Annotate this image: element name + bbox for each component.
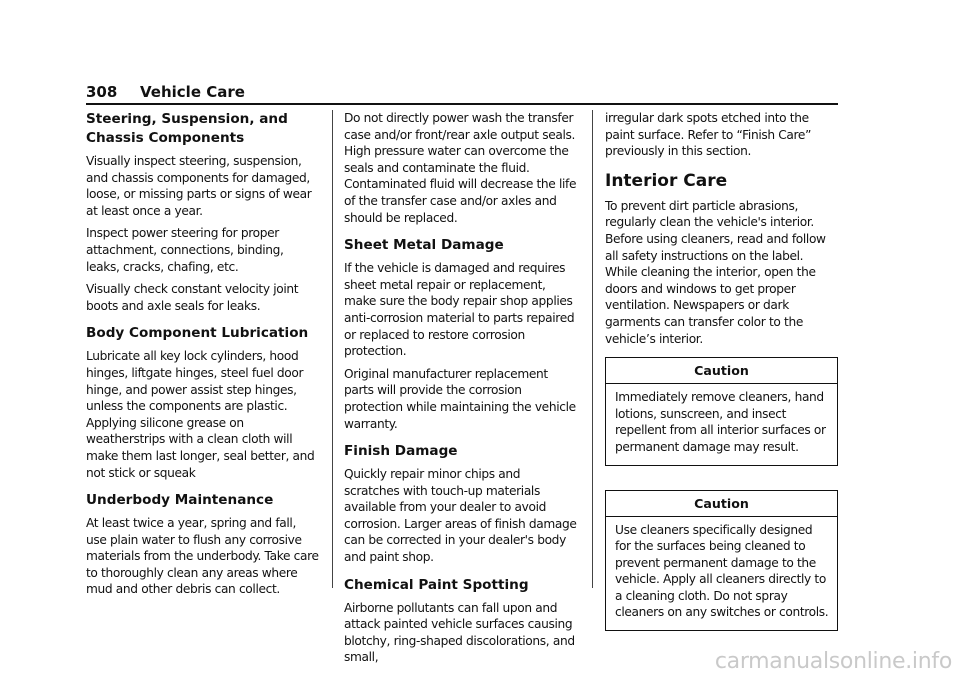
paragraph: Original manufacturer replacement parts will provide the corrosion protection while maintaining the vehicle warranty. [344,366,576,431]
page-number: 308 [86,83,118,101]
watermark: carmanualsonline.info [714,649,952,674]
paragraph: Lubricate all key lock cylinders, hood hinges, liftgate hinges, steel fuel door hinge, and power assist step hinges, unless the components are plastic. Applying silicone grease on weatherstrips with a clean cloth will make them last longer, seal better, and not stick or squeak [86,349,315,480]
column-2 [344,110,578,672]
column-1 [86,110,320,604]
paragraph: At least twice a year, spring and fall, use plain water to flush any corrosive materials from the underbody. Take care to thoroughly clean any areas where mud and other debris can collect. [86,516,319,597]
heading-underbody: Underbody Maintenance [86,492,274,509]
paragraph: Visually check constant velocity joint boots and axle seals for leaks. [86,282,299,313]
caution-title: Caution [606,358,837,384]
heading-sheet-metal: Sheet Metal Damage [344,237,504,254]
paragraph: Airborne pollutants can fall upon and attack painted vehicle surfaces causing blotchy, ring-shaped discolorations, and small, [344,600,575,665]
caution-box-1 [605,357,838,465]
caution-box-2 [605,490,838,632]
heading-steering-suspension: Steering, Suspension, and Chassis Components [86,111,288,146]
caution-body: Use cleaners specifically designed for the surfaces being cleaned to prevent permanent damage to the vehicle. Apply all cleaners directly to a cleaning cloth. Do not spray cleaners on any switches or controls. [615,522,829,620]
paragraph: Visually inspect steering, suspension, and chassis components for damaged, loose, or missing parts or signs of wear at least once a year. [86,154,312,218]
column-3 [605,110,838,631]
column-divider-1 [332,110,333,588]
page-header [86,82,838,104]
paragraph: irregular dark spots etched into the paint surface. Refer to “Finish Care” previously in this section. [605,111,812,159]
heading-body-lubrication: Body Component Lubrication [86,325,309,342]
caution-body: Immediately remove cleaners, hand lotions, sunscreen, and insect repellent from all interior surfaces or permanent damage may result. [615,390,826,454]
heading-finish-damage: Finish Damage [344,443,458,460]
paragraph: Quickly repair minor chips and scratches with touch-up materials available from your dealer to avoid corrosion. Larger areas of finish damage can be corrected in your dealer's body and paint shop. [344,467,577,565]
heading-chemical-spotting: Chemical Paint Spotting [344,576,529,593]
paragraph: If the vehicle is damaged and requires sheet metal repair or replacement, make sure the body repair shop applies anti-corrosion material to parts repaired or replaced to restore corrosion protection. [344,261,575,359]
header-rule [86,103,838,105]
paragraph: Do not directly power wash the transfer case and/or front/rear axle output seals. High pressure water can overcome the seals and contaminate the fluid. Contaminated fluid will decrease the life of the transfer case and/or axles and should be replaced. [344,111,577,225]
caution-title: Caution [606,491,837,517]
paragraph: Inspect power steering for proper attachment, connections, binding, leaks, cracks, chafing, etc. [86,226,284,274]
heading-interior-care: Interior Care [605,170,728,191]
section-title: Vehicle Care [140,83,245,101]
paragraph: To prevent dirt particle abrasions, regularly clean the vehicle's interior. Before using cleaners, read and follow all safety instructions on the label. While cleaning the interior, open the doors and windows to get proper ventilation. Newspapers or dark garments can transfer color to the vehicle’s interior. [605,198,826,346]
column-divider-2 [592,110,593,588]
